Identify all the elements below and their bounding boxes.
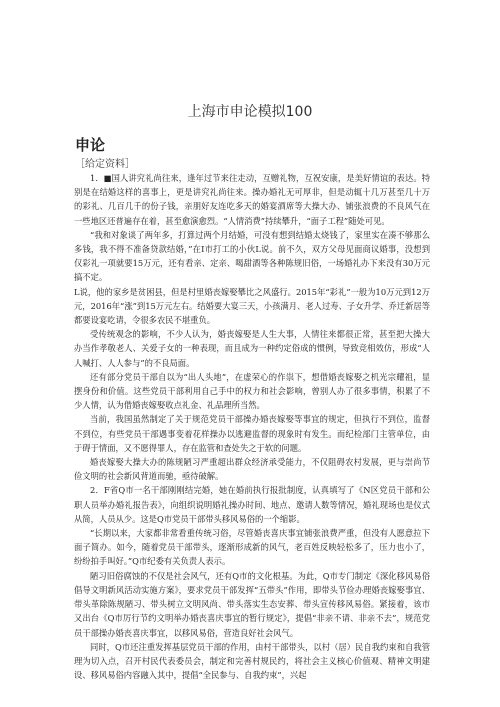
- material-body: [74, 171, 430, 682]
- paragraph: 1．■国人讲究礼尚往来，逢年过节来往走动，互赠礼物，互祝安康，是美好情谊的表达。特别是在结婚这样的喜事上，更是讲究礼尚往来。操办婚礼无可厚非，但是动辄十几万甚至几十万的彩礼、几百几千的份子钱，亲朋好友连吃多天的婚宴酒席等大操大办、铺张浪费的不良风气在一些地区还普遍存在着，甚至愈演愈烈。“人情消费”持续攀升，“面子工程”随处可见。: [74, 173, 430, 226]
- paragraph: 受传统观念的影响，不少人认为，婚丧嫁娶是人生大事，人情往来都很正常，甚至把大操大办当作孝敬老人、关爱子女的一种表现，而且成为一种约定俗成的惯例，导致竞相效仿，形成“人人喊打、人人参与”的不良局面。: [74, 329, 430, 368]
- paragraph: 当前，我国虽然制定了关于规范党员干部操办婚丧嫁娶等事宜的规定，但执行不到位，监督不到位，有些党员干部遇事变着花样操办以逃避监督的现象时有发生。而纪检部门主管单位，由于碍于情面，又不愿得罪人，存在监管和查处失之于软的问题。: [74, 414, 430, 453]
- paragraph: “长期以来，大家都非常看重传统习俗，尽管婚丧喜庆事宜铺张浪费严重，但没有人愿意拉下面子简办。如今，随着党员干部带头，逐渐形成新的风气，老百姓反映轻松多了，压力也小了，纷纷拍手叫好。”Q市纪委有关负责人表示。: [74, 528, 430, 567]
- material-label: ［给定资料］: [75, 159, 135, 170]
- paragraph: L说，他的家乡是贫困县，但是村里婚丧嫁娶攀比之风盛行。2015年“彩礼”一般为10万元到12万元，2016年“涨”到15万元左右。结婚要大宴三天，小孩满月、老人过寿、子女升学、乔迁新居等都要设宴吃请，令很多农民不堪重负。: [74, 286, 430, 326]
- section-heading: 申论: [75, 136, 106, 154]
- paragraph: 还有部分党员干部自以为“出人头地”，在虚荣心的作祟下，想借婚丧嫁娶之机光宗耀祖，显摆身份和价值。这些党员干部利用自己手中的权力和社会影响，曾别人办了很多事情，积累了不少人情，认为借婚丧嫁娶收点礼金、礼品理所当然。: [74, 371, 430, 411]
- document-title: 上海市申论模拟100: [187, 104, 313, 120]
- paragraph: 婚丧嫁娶大操大办的陈规陋习严重超出群众经济承受能力，不仅阻碍农村发展，更与崇尚节俭文明的社会新风背道而驰，亟待破解。: [74, 457, 430, 482]
- paragraph: “我和对象谈了两年多，打算过两个月结婚，可没有想到结婚太烧钱了，家里实在凑不够那么多钱，我不得不准备贷款结婚，”在I市打工的小伙L说。前不久，双方父母见面商议婚事，没想到仅彩礼一项就要15万元，还有看亲、定亲、喝甜酒等各种陈规旧俗，一场婚礼办下来没有30万元搞不定。: [74, 229, 430, 283]
- paragraph: 2．F省Q市一名干部刚刚结完婚，她在婚前执行报批制度，认真填写了《N区党员干部和公职人员举办婚礼报告表》，向组织说明婚礼操办时间、地点、邀请人数等情况，婚礼现场也是仪式从简，人员从少。这是Q市党员干部带头移风易俗的一个缩影。: [74, 485, 430, 524]
- paragraph: 同时，Q市还注重发挥基层党员干部的作用，由村干部带头，以村（居）民自我约束和自我管理为切入点，召开村民代表委员会，制定和完善村规民约，将社会主义核心价值观、精神文明建设、移风易俗内容融入其中，提倡“全民参与、自我约束”，兴起: [74, 641, 430, 681]
- paragraph: 陋习旧俗腐蚀的不仅是社会风气，还有Q市的文化根基。为此，Q市专门制定《深化移风易俗倡导文明新风活动实施方案》，要求党员干部发挥“五带头”作用，即带头节俭办理婚丧嫁娶事宜、带头革除陈规陋习、带头树立文明风尚、带头落实生态安葬、带头宣传移风易俗。紧接着，该市又出台《Q市厉行节约文明举办婚丧喜庆事宜的暂行规定》，提倡“非亲不请、非亲不去”，规范党员干部操办婚丧喜庆事宜，以移风易俗，营造良好社会风气。: [74, 570, 430, 638]
